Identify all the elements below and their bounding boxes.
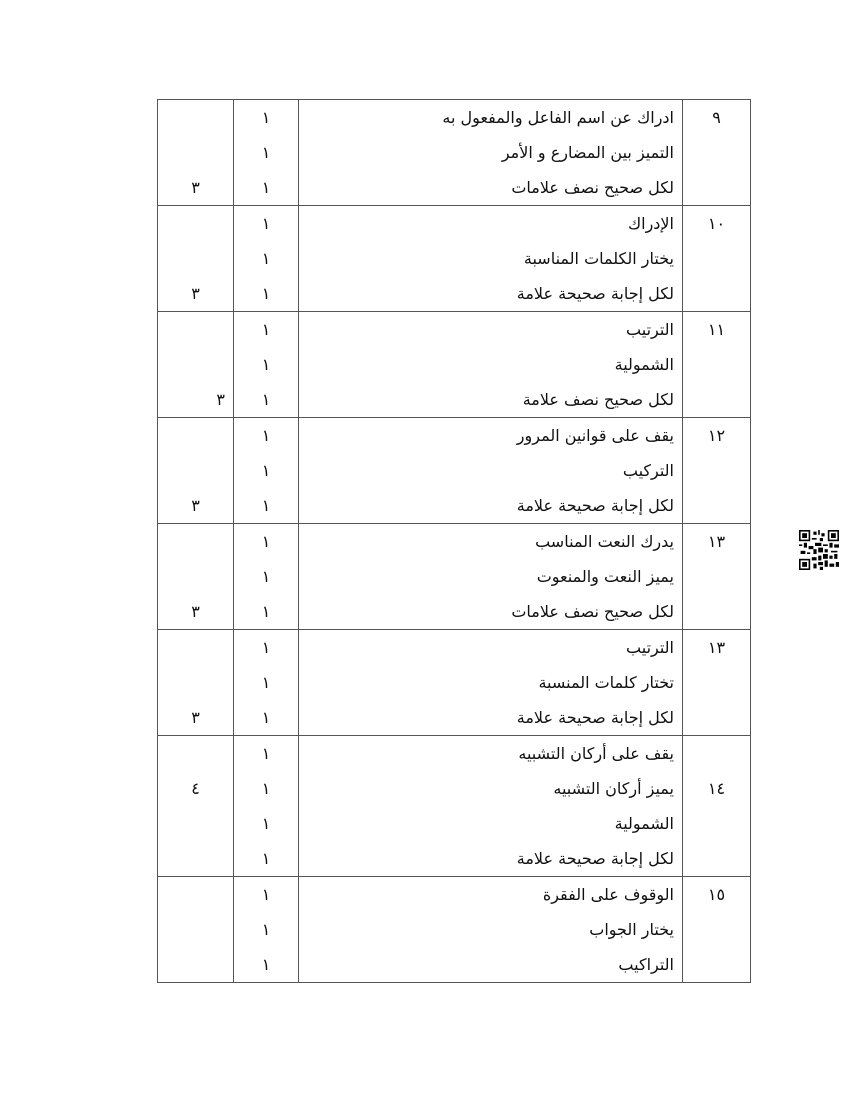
criterion-text: التركيب <box>622 461 674 480</box>
spacer <box>158 135 233 170</box>
criteria-cell <box>299 100 683 206</box>
criterion-text: الترتيب <box>626 638 674 657</box>
spacer <box>158 418 233 453</box>
criterion-text: لكل إجابة صحيحة علامة <box>516 708 674 727</box>
mark-value: ١ <box>261 461 271 480</box>
marks-cell <box>234 206 299 312</box>
mark-value: ١ <box>261 496 271 515</box>
criterion-text: لكل إجابة صحيحة علامة <box>516 496 674 515</box>
criteria-cell <box>299 736 683 877</box>
mark-value: ١ <box>261 320 271 339</box>
criterion-text: لكل صحيح نصف علامات <box>511 602 674 621</box>
marks-cell <box>234 312 299 418</box>
question-number-cell <box>683 206 751 312</box>
spacer <box>158 665 233 700</box>
spacer <box>158 841 233 876</box>
total-score: ٣ <box>191 496 200 515</box>
marks-cell <box>234 630 299 736</box>
spacer <box>158 206 233 241</box>
grading-rubric-table <box>157 99 751 983</box>
criterion-text: يميز النعت والمنعوت <box>536 567 674 586</box>
criterion-text: يميز أركان التشبيه <box>553 779 674 798</box>
mark-value: ١ <box>261 673 271 692</box>
total-score-cell <box>158 524 234 630</box>
total-score-cell <box>158 630 234 736</box>
mark-value: ١ <box>261 532 271 551</box>
total-score-cell <box>158 100 234 206</box>
rubric-row <box>158 100 751 206</box>
total-score-cell <box>158 736 234 877</box>
rubric-row <box>158 312 751 418</box>
criterion-text: التراكيب <box>618 955 674 974</box>
criteria-cell <box>299 877 683 983</box>
spacer <box>158 947 233 982</box>
qr-code-icon <box>799 530 839 570</box>
marks-cell <box>234 418 299 524</box>
rubric-row <box>158 736 751 877</box>
mark-value: ١ <box>261 390 271 409</box>
question-number-cell <box>683 736 751 877</box>
criterion-text: لكل إجابة صحيحة علامة <box>516 849 674 868</box>
criterion-text: ادراك عن اسم الفاعل والمفعول به <box>442 108 674 127</box>
question-number: ١٣ <box>707 532 726 551</box>
criteria-cell <box>299 524 683 630</box>
question-number: ١٣ <box>707 638 726 657</box>
spacer <box>158 453 233 488</box>
spacer <box>158 736 233 771</box>
total-score-cell <box>158 877 234 983</box>
mark-value: ١ <box>261 108 271 127</box>
criterion-text: الترتيب <box>626 320 674 339</box>
criterion-text: يقف على أركان التشبيه <box>518 744 674 763</box>
question-number-cell <box>683 418 751 524</box>
mark-value: ١ <box>261 955 271 974</box>
mark-value: ١ <box>261 849 271 868</box>
total-score-cell <box>158 418 234 524</box>
question-number: ١٠ <box>707 214 726 233</box>
spacer <box>158 524 233 559</box>
criterion-text: لكل إجابة صحيحة علامة <box>516 284 674 303</box>
spacer <box>158 630 233 665</box>
spacer <box>158 806 233 841</box>
mark-value: ١ <box>261 602 271 621</box>
criterion-text: تختار كلمات المنسبة <box>538 673 674 692</box>
total-score: ٣ <box>191 602 200 621</box>
criterion-text: لكل صحيح نصف علامة <box>522 390 674 409</box>
question-number-cell <box>683 877 751 983</box>
total-score: ٣ <box>191 708 200 727</box>
rubric-row <box>158 418 751 524</box>
criterion-text: يختار الجواب <box>589 920 674 939</box>
mark-value: ١ <box>261 744 271 763</box>
mark-value: ١ <box>261 814 271 833</box>
criterion-text: يدرك النعت المناسب <box>535 532 674 551</box>
criterion-text: الشمولية <box>614 814 674 833</box>
criteria-cell <box>299 630 683 736</box>
mark-value: ١ <box>261 143 271 162</box>
rubric-row <box>158 206 751 312</box>
mark-value: ١ <box>261 920 271 939</box>
criterion-text: التميز بين المضارع و الأمر <box>501 143 674 162</box>
marks-cell <box>234 877 299 983</box>
spacer <box>158 347 233 382</box>
mark-value: ١ <box>261 249 271 268</box>
question-number: ٩ <box>712 108 721 127</box>
criterion-text: يختار الكلمات المناسبة <box>523 249 674 268</box>
mark-value: ١ <box>261 779 271 798</box>
criteria-cell <box>299 418 683 524</box>
spacer <box>683 736 750 771</box>
spacer <box>158 312 233 347</box>
question-number-cell <box>683 630 751 736</box>
mark-value: ١ <box>261 708 271 727</box>
total-score: ٤ <box>191 779 200 798</box>
mark-value: ١ <box>261 355 271 374</box>
rubric-body <box>158 100 751 983</box>
mark-value: ١ <box>261 885 271 904</box>
mark-value: ١ <box>261 567 271 586</box>
spacer <box>158 100 233 135</box>
marks-cell <box>234 524 299 630</box>
question-number: ١١ <box>707 320 726 339</box>
marks-cell <box>234 100 299 206</box>
spacer <box>158 241 233 276</box>
total-score: ٣ <box>216 390 225 409</box>
total-score-cell <box>158 312 234 418</box>
marks-cell <box>234 736 299 877</box>
mark-value: ١ <box>261 214 271 233</box>
mark-value: ١ <box>261 178 271 197</box>
rubric-row <box>158 630 751 736</box>
question-number-cell <box>683 312 751 418</box>
total-score: ٣ <box>191 178 200 197</box>
mark-value: ١ <box>261 426 271 445</box>
criterion-text: يقف على قوانين المرور <box>516 426 674 445</box>
criterion-text: الإدراك <box>627 214 674 233</box>
question-number: ١٢ <box>707 426 726 445</box>
question-number-cell <box>683 524 751 630</box>
spacer <box>158 559 233 594</box>
criterion-text: الوقوف على الفقرة <box>542 885 674 904</box>
criterion-text: لكل صحيح نصف علامات <box>511 178 674 197</box>
question-number: ١٥ <box>707 885 726 904</box>
criterion-text: الشمولية <box>614 355 674 374</box>
criteria-cell <box>299 206 683 312</box>
criteria-cell <box>299 312 683 418</box>
question-number-cell <box>683 100 751 206</box>
mark-value: ١ <box>261 284 271 303</box>
total-score-cell <box>158 206 234 312</box>
rubric-row <box>158 524 751 630</box>
question-number: ١٤ <box>707 779 726 798</box>
spacer <box>158 912 233 947</box>
rubric-row <box>158 877 751 983</box>
total-score: ٣ <box>191 284 200 303</box>
mark-value: ١ <box>261 638 271 657</box>
total-score <box>158 877 233 912</box>
